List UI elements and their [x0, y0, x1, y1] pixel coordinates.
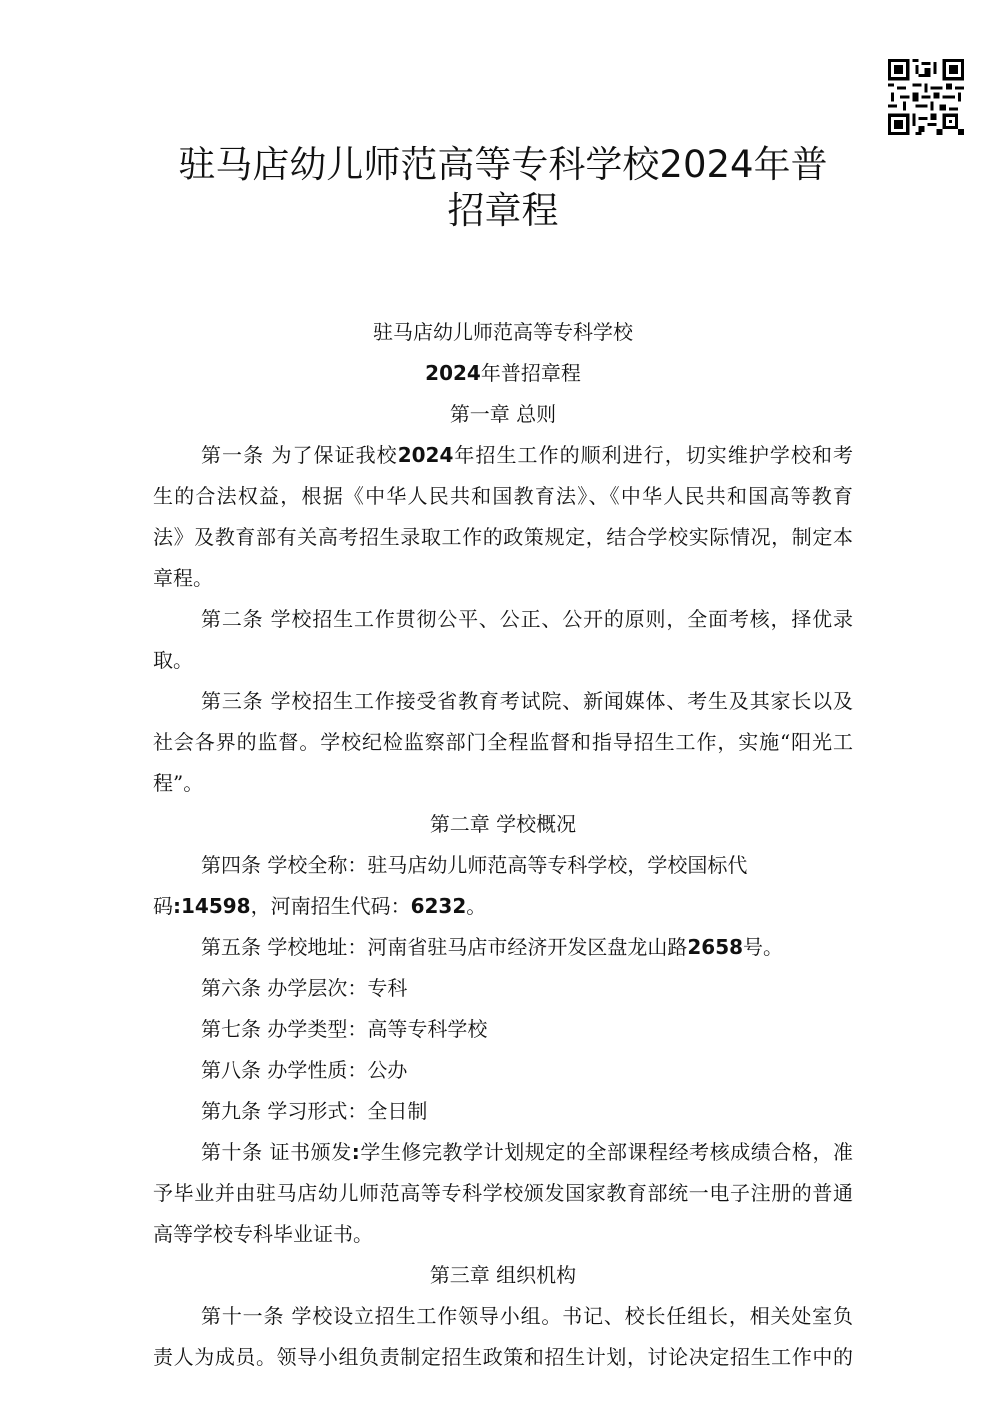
article-10-line-3: 高等学校专科毕业证书。 [153, 1222, 373, 1246]
subtitle-heading: 2024年普招章程 [425, 361, 581, 385]
article-10-line-1: 第十条 证书颁发:学生修完教学计划规定的全部课程经考核成绩合格，准 [201, 1140, 854, 1164]
article-1-line-3: 法》及教育部有关高考招生录取工作的政策规定，结合学校实际情况，制定本 [153, 525, 853, 549]
article-5: 第五条 学校地址：河南省驻马店市经济开发区盘龙山路2658号。 [201, 935, 784, 959]
article-6: 第六条 办学层次：专科 [201, 976, 408, 1000]
title-line-1: 驻马店幼儿师范高等专科学校2024年普 [178, 143, 828, 186]
document-title [150, 142, 856, 234]
chapter-1-heading: 第一章 总则 [449, 402, 557, 426]
article-3-line-3: 程”。 [153, 771, 204, 795]
article-3-line-2: 社会各界的监督。学校纪检监察部门全程监督和指导招生工作，实施“阳光工 [153, 730, 853, 754]
article-10-line-2: 予毕业并由驻马店幼儿师范高等专科学校颁发国家教育部统一电子注册的普通 [153, 1181, 853, 1205]
article-1-line-2: 生的合法权益，根据《中华人民共和国教育法》、《中华人民共和国高等教育 [153, 484, 853, 508]
article-7: 第七条 办学类型：高等专科学校 [201, 1017, 488, 1041]
title-line-2: 招章程 [447, 189, 559, 232]
article-11-line-1: 第十一条 学校设立招生工作领导小组。书记、校长任组长，相关处室负 [201, 1304, 853, 1328]
article-2-line-2: 取。 [153, 648, 193, 672]
article-2-line-1: 第二条 学校招生工作贯彻公平、公正、公开的原则，全面考核，择优录 [201, 607, 853, 631]
article-4-line-2: 码:14598，河南招生代码：6232。 [153, 894, 487, 918]
article-11-line-2: 责人为成员。领导小组负责制定招生政策和招生计划，讨论决定招生工作中的 [153, 1345, 853, 1369]
article-3-line-1: 第三条 学校招生工作接受省教育考试院、新闻媒体、考生及其家长以及 [201, 689, 853, 713]
article-4-line-1: 第四条 学校全称：驻马店幼儿师范高等专科学校，学校国标代 [201, 853, 748, 877]
article-1-line-1: 第一条 为了保证我校2024年招生工作的顺利进行，切实维护学校和考 [201, 443, 854, 467]
qr-code[interactable] [888, 59, 964, 135]
chapter-2-heading: 第二章 学校概况 [429, 812, 577, 836]
chapter-3-heading: 第三章 组织机构 [429, 1263, 577, 1287]
article-8: 第八条 办学性质：公办 [201, 1058, 408, 1082]
article-1-line-4: 章程。 [153, 566, 213, 590]
year: 2024 [425, 361, 481, 385]
school-name-heading: 驻马店幼儿师范高等专科学校 [373, 320, 633, 344]
article-9: 第九条 学习形式：全日制 [201, 1099, 428, 1123]
